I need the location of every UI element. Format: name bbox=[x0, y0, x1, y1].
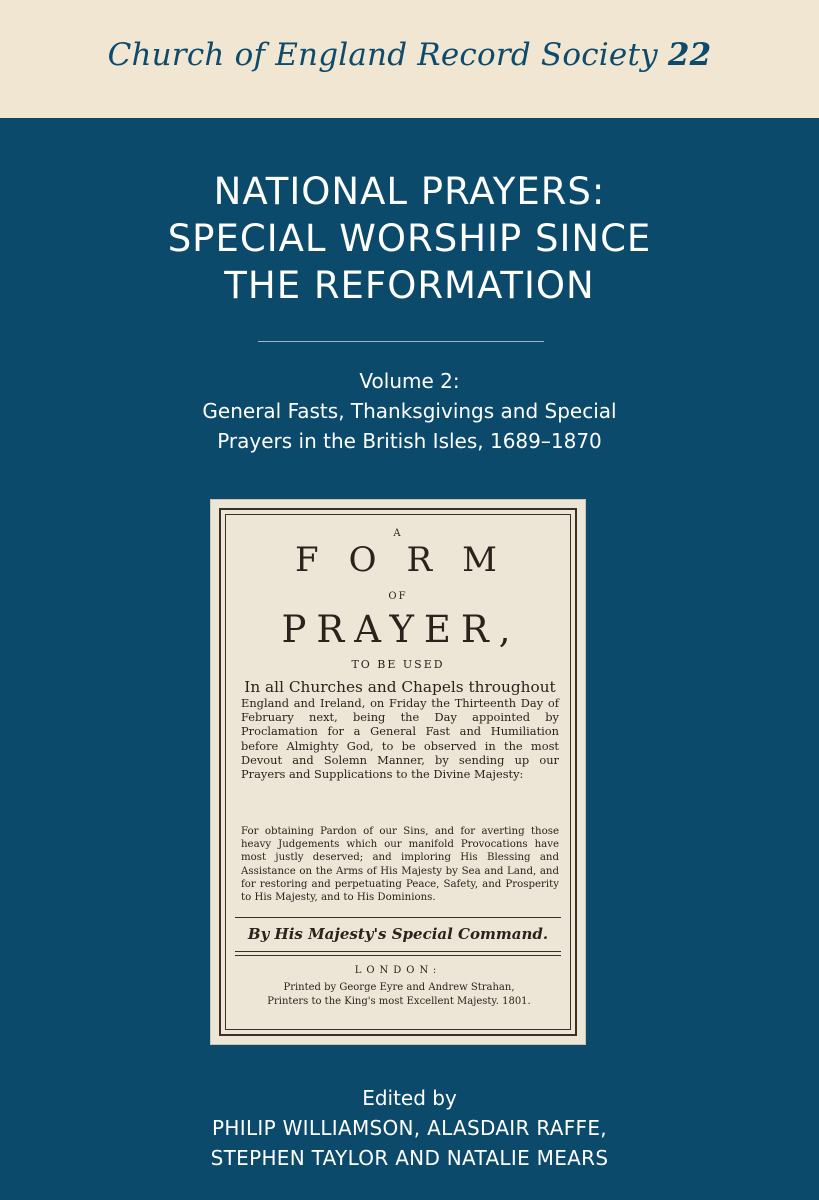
title-page-purpose: For obtaining Pardon of our Sins, and for averting those heavy Judgements which our manifold Provocations have most justly deserved; and imploring His Blessing and Assistance on the Arms of His Majesty by Sea and Land, and for restoring and perpetuating Peace, Safety, and Prosperity to His Majesty, and to His Dominions. bbox=[241, 826, 559, 904]
series-number: 22 bbox=[667, 37, 712, 73]
title-page-rule bbox=[235, 917, 561, 918]
subtitle-line: Prayers in the British Isles, 1689–1870 bbox=[217, 429, 602, 453]
editors-line: STEPHEN TAYLOR AND NATALIE MEARS bbox=[210, 1146, 609, 1170]
title-page-lead: In all Churches and Chapels throughout bbox=[244, 678, 556, 696]
historic-title-page-image bbox=[211, 500, 585, 1044]
title-page-form: FORM bbox=[295, 540, 527, 580]
title-page-london: LONDON: bbox=[354, 965, 442, 976]
series-title bbox=[108, 37, 712, 73]
subtitle-line: General Fasts, Thanksgivings and Special bbox=[202, 399, 617, 423]
book-title bbox=[0, 168, 819, 309]
title-line: NATIONAL PRAYERS: bbox=[213, 170, 606, 213]
title-page-prayer: PRAYER, bbox=[281, 608, 521, 651]
title-page-of: OF bbox=[388, 591, 408, 602]
title-page-to-be-used: TO BE USED bbox=[351, 658, 445, 671]
title-page-imprint bbox=[237, 981, 561, 1009]
title-page-rule bbox=[235, 955, 561, 956]
title-line: THE REFORMATION bbox=[224, 264, 595, 307]
title-page-body-text: England and Ireland, on Friday the Thirteenth Day of February next, being the Day appointed by Proclamation for a General Fast and Humiliation before Almighty God, to be observed in the most Devout and Solemn Manner, by sending up our Prayers and Supplications to the Divine Majesty: bbox=[241, 696, 559, 782]
editors-line: PHILIP WILLIAMSON, ALASDAIR RAFFE, bbox=[212, 1116, 607, 1140]
title-divider bbox=[258, 341, 544, 342]
title-page-rule bbox=[235, 951, 561, 952]
title-line: SPECIAL WORSHIP SINCE bbox=[167, 217, 652, 260]
imprint-line: Printed by George Eyre and Andrew Strahan, bbox=[283, 982, 515, 993]
editors-block bbox=[0, 1083, 819, 1173]
series-name: Church of England Record Society bbox=[107, 37, 658, 73]
title-page-a: A bbox=[393, 528, 403, 539]
book-subtitle bbox=[0, 366, 819, 456]
imprint-line: Printers to the King's most Excellent Majesty. 1801. bbox=[267, 996, 531, 1007]
title-page-command: By His Majesty's Special Command. bbox=[247, 925, 549, 943]
title-page-body bbox=[241, 678, 559, 781]
edited-by-label: Edited by bbox=[362, 1086, 457, 1110]
series-band bbox=[0, 0, 819, 118]
volume-label: Volume 2: bbox=[359, 369, 460, 393]
